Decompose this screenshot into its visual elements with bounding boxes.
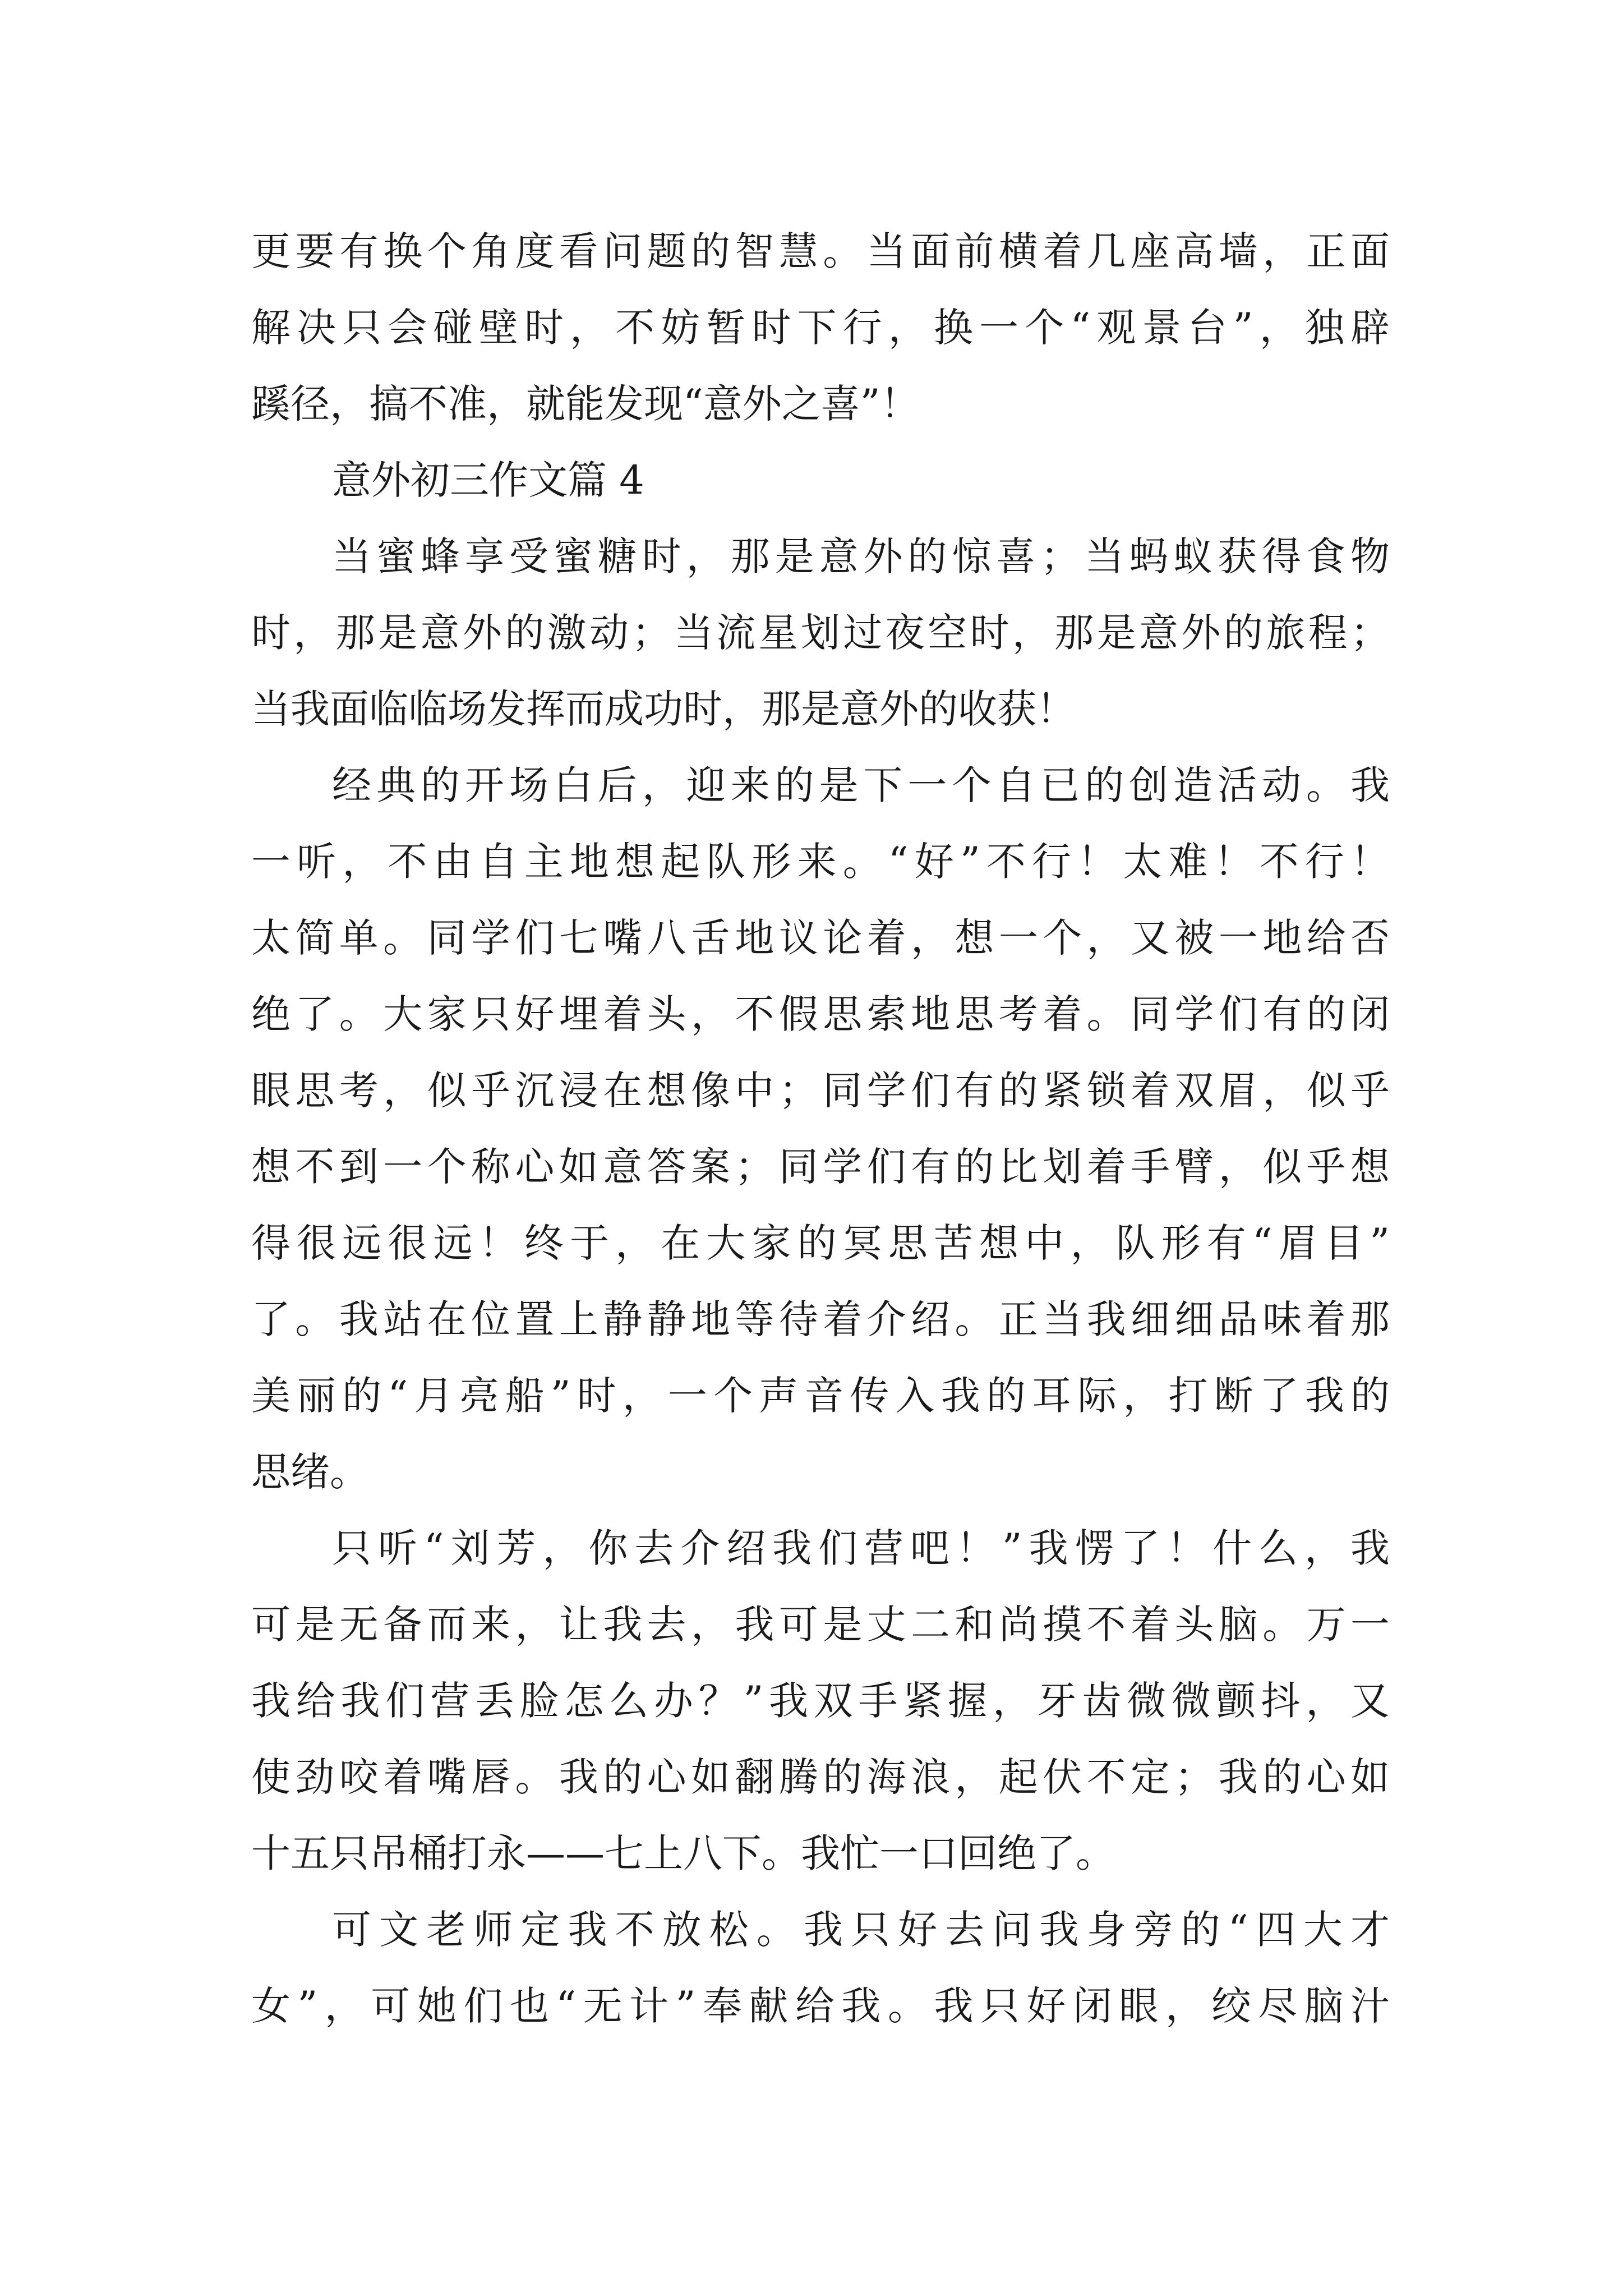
text-line: 美丽的“月亮船”时，一个声音传入我的耳际，打断了我的 [251, 1373, 1390, 1419]
text-line: 女”，可她们也“无计”奉献给我。我只好闭眼，绞尽脑汁 [251, 1983, 1390, 2029]
paragraph [251, 213, 1390, 442]
text-line: 得很远很远！终于，在大家的冥思苦想中，队形有“眉目” [251, 1220, 1390, 1266]
text-line: 我给我们营丢脸怎么办？”我双手紧握，牙齿微微颤抖，又 [251, 1678, 1390, 1724]
text-line: 更要有换个角度看问题的智慧。当面前横着几座高墙，正面 [251, 228, 1390, 274]
text-line: 一听，不由自主地想起队形来。“好”不行！太难！不行！ [251, 839, 1390, 885]
text-line: 十五只吊桶打永——七上八下。我忙一口回绝了。 [251, 1830, 1115, 1876]
text-line: 解决只会碰壁时，不妨暂时下行，换一个“观景台”，独辟 [251, 305, 1390, 351]
text-line: 思绪。 [251, 1449, 369, 1495]
text-line: 当蜜蜂享受蜜糖时，那是意外的惊喜；当蚂蚁获得食物 [332, 533, 1390, 579]
document-body [251, 213, 1390, 2044]
text-line: 太简单。同学们七嘴八舌地议论着，想一个，又被一地给否 [251, 915, 1390, 961]
heading-text: 意外初三作文篇 4 [332, 457, 644, 503]
text-line: 蹊径，搞不准，就能发现“意外之喜”！ [251, 381, 920, 427]
text-line: 想不到一个称心如意答案；同学们有的比划着手臂，似乎想 [251, 1144, 1390, 1190]
paragraph [251, 1510, 1390, 1892]
text-line: 经典的开场白后，迎来的是下一个自已的创造活动。我 [332, 762, 1390, 808]
text-line: 绝了。大家只好埋着头，不假思索地思考着。同学们有的闭 [251, 991, 1390, 1037]
text-line: 眼思考，似乎沉浸在想像中；同学们有的紧锁着双眉，似乎 [251, 1068, 1390, 1114]
text-line: 时，那是意外的激动；当流星划过夜空时，那是意外的旅程； [251, 610, 1390, 656]
text-line: 了。我站在位置上静静地等待着介绍。正当我细细品味着那 [251, 1296, 1390, 1342]
text-line: 使劲咬着嘴唇。我的心如翻腾的海浪，起伏不定；我的心如 [251, 1754, 1390, 1800]
text-line: 可文老师定我不放松。我只好去问我身旁的“四大才 [332, 1907, 1390, 1953]
paragraph [251, 1892, 1390, 2044]
paragraph [251, 518, 1390, 747]
section-heading [251, 442, 1390, 518]
text-line: 当我面临临场发挥而成功时，那是意外的收获！ [251, 686, 1076, 732]
text-line: 只听“刘芳，你去介绍我们营吧！”我愣了！什么，我 [332, 1525, 1390, 1571]
text-line: 可是无备而来，让我去，我可是丈二和尚摸不着头脑。万一 [251, 1602, 1390, 1648]
paragraph [251, 747, 1390, 1510]
